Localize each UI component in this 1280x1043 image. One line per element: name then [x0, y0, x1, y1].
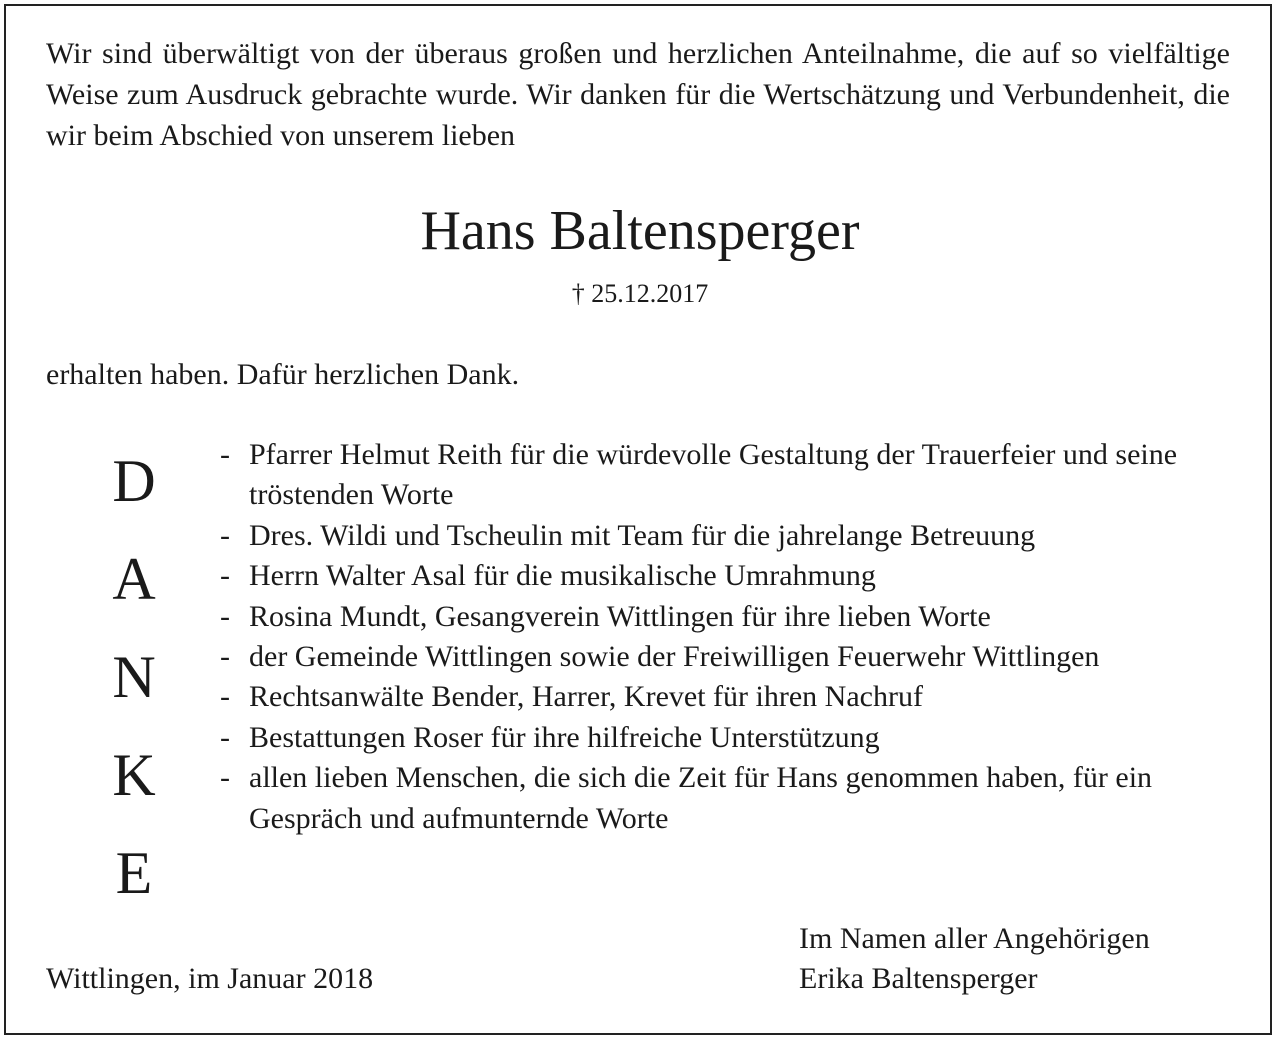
- danke-letter: A: [112, 546, 156, 612]
- dash: -: [220, 559, 230, 593]
- list-item-text: Rosina Mundt, Gesangverein Wittlingen für ihre lieben Worte: [249, 599, 991, 633]
- dash: -: [220, 599, 230, 633]
- dash: -: [220, 518, 230, 552]
- deceased-name: Hans Baltensperger: [420, 200, 860, 262]
- signature-block: [799, 919, 1150, 999]
- dash: -: [220, 640, 230, 674]
- dash: -: [220, 680, 230, 714]
- list-item: [220, 718, 1240, 758]
- list-item-text: Herrn Walter Asal für die musikalische Umrahmung: [249, 559, 876, 593]
- dash: -: [220, 438, 230, 471]
- list-item: [220, 637, 1240, 677]
- list-item-text: Pfarrer Helmut Reith für die würdevolle Gestaltung der Trauerfeier und seine tröstenden Worte: [249, 438, 1178, 512]
- list-item: [220, 758, 1240, 839]
- danke-letter: E: [115, 840, 153, 906]
- list-item: [220, 556, 1240, 596]
- danke-letter: D: [112, 448, 156, 514]
- list-item-text: allen lieben Menschen, die sich die Zeit für Hans genommen haben, für ein Gespräch und aufmunternde Worte: [249, 761, 1153, 835]
- list-item: [220, 435, 1240, 516]
- death-date: † 25.12.2017: [571, 279, 709, 308]
- list-item-text: Dres. Wildi und Tscheulin mit Team für die jahrelange Betreuung: [249, 518, 1036, 552]
- danke-vertical: [96, 432, 172, 922]
- list-item: [220, 597, 1240, 637]
- list-item-text: der Gemeinde Wittlingen sowie der Freiwilligen Feuerwehr Wittlingen: [249, 640, 1100, 674]
- list-item: [220, 516, 1240, 556]
- danke-letter: N: [112, 644, 156, 710]
- place-date: Wittlingen, im Januar 2018: [46, 962, 374, 995]
- dash: -: [220, 720, 230, 754]
- thanks-list: [220, 435, 1240, 839]
- intro-text: Wir sind überwältigt von der überaus großen und herzlichen Anteilnahme, die auf so vielfältige Weise zum Ausdruck gebrachte wurde. Wir danken für die Wertschätzung und Verbundenheit, die wir beim Abschied von unserem lieben: [46, 37, 1230, 152]
- thanks-line: erhalten haben. Dafür herzlichen Dank.: [46, 358, 520, 391]
- list-item: [220, 677, 1240, 717]
- list-item-text: Rechtsanwälte Bender, Harrer, Krevet für ihren Nachruf: [249, 680, 923, 714]
- signature-line: Im Namen aller Angehörigen: [799, 922, 1150, 955]
- list-item-text: Bestattungen Roser für ihre hilfreiche Unterstützung: [249, 720, 880, 754]
- dash: -: [220, 761, 230, 795]
- danke-letter: K: [112, 742, 156, 808]
- signature-name: Erika Baltensperger: [799, 962, 1038, 995]
